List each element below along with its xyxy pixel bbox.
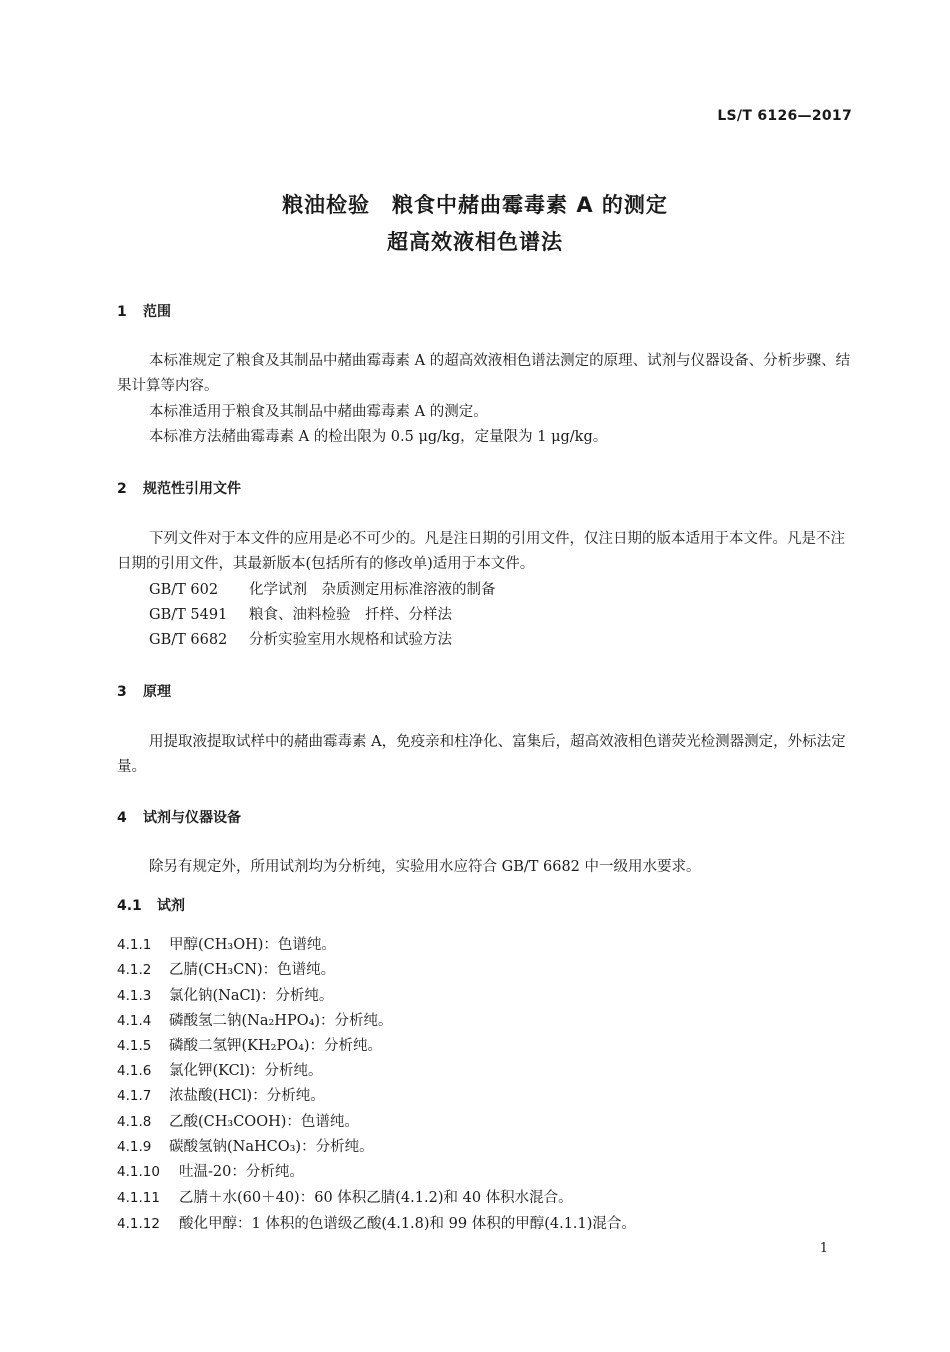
section-number: 2 — [117, 481, 127, 497]
standard-code: LS/T 6126—2017 — [717, 108, 852, 124]
item-number: 4.1.11 — [117, 1190, 160, 1206]
item-text: 乙腈＋水(60＋40)：60 体积乙腈(4.1.2)和 40 体积水混合。 — [179, 1190, 573, 1206]
reagent-item — [117, 1160, 304, 1181]
reference-title: 化学试剂 杂质测定用标准溶液的制备 — [249, 582, 496, 598]
item-number: 4.1.9 — [117, 1139, 152, 1155]
item-number: 4.1.12 — [117, 1216, 160, 1232]
item-number: 4.1.6 — [117, 1063, 152, 1079]
item-text: 甲醇(CH₃OH)：色谱纯。 — [169, 937, 336, 953]
document-subtitle: 超高效液相色谱法 — [387, 230, 563, 254]
section-2-heading — [117, 478, 241, 498]
reagent-item — [117, 933, 336, 954]
item-text: 浓盐酸(HCl)：分析纯。 — [169, 1088, 325, 1104]
paragraph: 本标准方法赭曲霉毒素 A 的检出限为 0.5 μg/kg，定量限为 1 μg/kg。 — [149, 429, 608, 445]
item-number: 4.1.5 — [117, 1038, 152, 1054]
section-title: 规范性引用文件 — [143, 481, 241, 497]
section-number: 4 — [117, 810, 127, 826]
section-title: 范围 — [143, 304, 171, 320]
reference-title: 粮食、油料检验 扦样、分样法 — [249, 607, 452, 623]
reagent-item — [117, 1212, 636, 1233]
section-title: 原理 — [143, 684, 171, 700]
subsection-title: 试剂 — [157, 898, 185, 914]
item-number: 4.1.3 — [117, 988, 152, 1004]
reagent-item — [117, 1034, 382, 1055]
reagent-item — [117, 1110, 359, 1131]
reference-code: GB/T 5491 — [149, 607, 228, 623]
reagent-item — [117, 984, 333, 1005]
normative-reference — [149, 603, 452, 624]
item-text: 吐温-20：分析纯。 — [179, 1164, 304, 1180]
section-number: 3 — [117, 684, 127, 700]
reagent-item — [117, 1059, 323, 1080]
reagent-item — [117, 1135, 374, 1156]
paragraph: 用提取液提取试样中的赭曲霉毒素 A，免疫亲和柱净化、富集后，超高效液相色谱荧光检测器测定，外标法定量。 — [117, 734, 846, 775]
section-1-heading — [117, 301, 171, 321]
reference-code: GB/T 602 — [149, 582, 219, 598]
item-number: 4.1.7 — [117, 1088, 152, 1104]
paragraph: 本标准适用于粮食及其制品中赭曲霉毒素 A 的测定。 — [149, 404, 488, 420]
item-text: 酸化甲醇：1 体积的色谱级乙酸(4.1.8)和 99 体积的甲醇(4.1.1)混合。 — [179, 1216, 636, 1232]
subsection-4-1-heading — [117, 895, 185, 915]
reagent-item — [117, 1009, 393, 1030]
paragraph: 除另有规定外，所用试剂均为分析纯，实验用水应符合 GB/T 6682 中一级用水要求。 — [149, 859, 701, 875]
item-text: 乙腈(CH₃CN)：色谱纯。 — [169, 962, 336, 978]
reagent-item — [117, 1186, 573, 1207]
normative-reference — [149, 628, 452, 649]
reference-title: 分析实验室用水规格和试验方法 — [249, 632, 452, 648]
section-3-heading — [117, 681, 171, 701]
item-text: 碳酸氢钠(NaHCO₃)：分析纯。 — [169, 1139, 374, 1155]
item-number: 4.1.4 — [117, 1013, 152, 1029]
item-number: 4.1.2 — [117, 962, 152, 978]
section-4-heading — [117, 807, 241, 827]
section-title: 试剂与仪器设备 — [143, 810, 241, 826]
item-number: 4.1.8 — [117, 1114, 152, 1130]
item-text: 磷酸二氢钾(KH₂PO₄)：分析纯。 — [169, 1038, 383, 1054]
paragraph: 下列文件对于本文件的应用是必不可少的。凡是注日期的引用文件，仅注日期的版本适用于本文件。凡是不注日期的引用文件，其最新版本(包括所有的修改单)适用于本文件。 — [117, 531, 845, 572]
item-text: 氯化钾(KCl)：分析纯。 — [169, 1063, 323, 1079]
item-text: 乙酸(CH₃COOH)：色谱纯。 — [169, 1114, 359, 1130]
page-number: 1 — [819, 1241, 828, 1256]
item-number: 4.1.1 — [117, 937, 152, 953]
section-number: 1 — [117, 304, 127, 320]
paragraph: 本标准规定了粮食及其制品中赭曲霉毒素 A 的超高效液相色谱法测定的原理、试剂与仪器设备、分析步骤、结果计算等内容。 — [117, 353, 851, 394]
document-title: 粮油检验 粮食中赭曲霉毒素 A 的测定 — [282, 193, 668, 217]
item-text: 磷酸氢二钠(Na₂HPO₄)：分析纯。 — [169, 1013, 393, 1029]
subsection-number: 4.1 — [117, 898, 142, 914]
reagent-item — [117, 1084, 325, 1105]
item-text: 氯化钠(NaCl)：分析纯。 — [169, 988, 334, 1004]
reagent-item — [117, 958, 335, 979]
item-number: 4.1.10 — [117, 1164, 160, 1180]
normative-reference — [149, 578, 496, 599]
reference-code: GB/T 6682 — [149, 632, 228, 648]
